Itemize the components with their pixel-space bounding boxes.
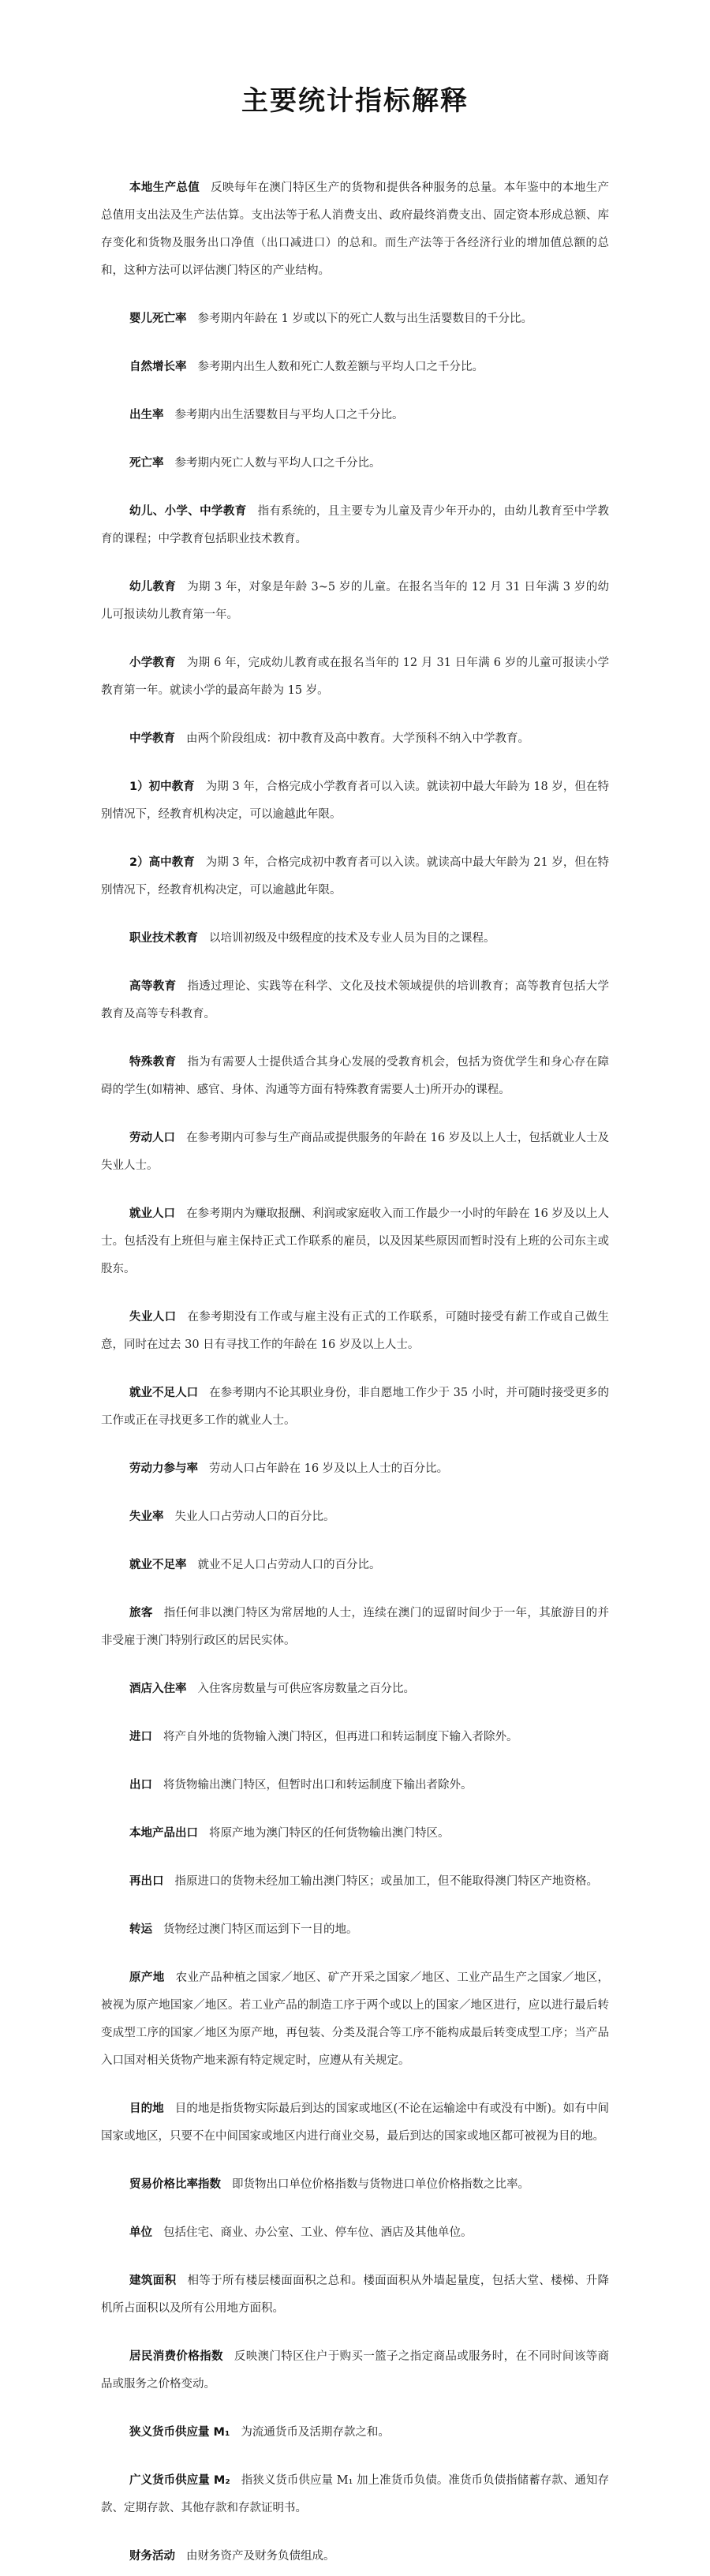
definition-entry — [101, 1964, 609, 2075]
definition-term: 进口 — [129, 1731, 152, 1743]
definition-entry — [101, 773, 609, 829]
definition-text: 劳动人口占年龄在 16 岁及以上人士的百分比。 — [209, 1462, 449, 1475]
definition-term: 失业人口 — [129, 1311, 177, 1324]
definition-entry — [101, 2219, 609, 2247]
definition-entry — [101, 574, 609, 629]
definition-term: 出口 — [129, 1779, 152, 1792]
definition-term: 劳动人口 — [129, 1132, 176, 1144]
definition-entry — [101, 1868, 609, 1896]
definition-text: 参考期内年龄在 1 岁或以下的死亡人数与出生活婴数目的千分比。 — [197, 313, 532, 325]
definition-term: 目的地 — [129, 2102, 164, 2115]
definition-term: 职业技术教育 — [129, 932, 198, 945]
definition-text: 反映每年在澳门特区生产的货物和提供各种服务的总量。本年鉴中的本地生产总值用支出法及生产法估算。支出法等于私人消费支出、政府最终消费支出、固定资本形成总额、库存变化和货物及服务出口净值（出口减进口）的总和。而生产法等于各经济行业的增加值总额的总和，这种方法可以评估澳门特区的产业结构。 — [101, 182, 609, 277]
definition-entry — [101, 1049, 609, 1104]
definition-text: 将原产地为澳门特区的任何货物输出澳门特区。 — [209, 1827, 450, 1840]
definition-entry — [101, 1724, 609, 1751]
definition-text: 失业人口占劳动人口的百分比。 — [174, 1511, 335, 1523]
definition-text: 将产自外地的货物输入澳门特区，但再进口和转运制度下输入者除外。 — [163, 1731, 518, 1743]
definition-entry — [101, 354, 609, 381]
definition-text: 参考期内出生活婴数目与平均人口之千分比。 — [174, 409, 404, 421]
definition-text: 指有系统的，且主要专为儿童及青少年开办的，由幼儿教育至中学教育的课程；中学教育包括职业技术教育。 — [101, 505, 610, 545]
definition-entry — [101, 1380, 609, 1435]
definition-text: 为期 3 年，合格完成小学教育者可以入读。就读初中最大年龄为 18 岁，但在特别情况下，经教育机构决定，可以逾越此年限。 — [101, 781, 609, 821]
definition-text: 为期 6 年，完成幼儿教育或在报名当年的 12 月 31 日年满 6 岁的儿童可报读小学教育第一年。就读小学的最高年龄为 15 岁。 — [101, 657, 609, 697]
definition-term: 就业不足率 — [129, 1559, 187, 1571]
definition-text: 由两个阶段组成：初中教育及高中教育。大学预科不纳入中学教育。 — [186, 732, 529, 745]
definition-term: 再出口 — [129, 1875, 164, 1888]
definition-term: 本地产品出口 — [129, 1827, 198, 1840]
definition-entry — [101, 1600, 609, 1655]
definition-text: 参考期内出生人数和死亡人数差额与平均人口之千分比。 — [197, 361, 484, 373]
definition-entry — [101, 925, 609, 953]
definitions-list — [101, 174, 609, 2570]
definition-entry — [101, 2267, 609, 2323]
definition-term: 婴儿死亡率 — [129, 313, 187, 325]
definition-text: 就业不足人口占劳动人口的百分比。 — [197, 1559, 381, 1571]
definition-term: 旅客 — [129, 1607, 153, 1619]
definition-entry — [101, 1676, 609, 1703]
definition-entry — [101, 2343, 609, 2398]
definition-entry — [101, 1503, 609, 1531]
definition-text: 将货物输出澳门特区，但暂时出口和转运制度下输出者除外。 — [163, 1779, 473, 1792]
definition-text: 在参考期内为赚取报酬、利润或家庭收入而工作最少一小时的年龄在 16 岁及以上人士。包括没有上班但与雇主保持正式工作联系的雇员，以及因某些原因而暂时没有上班的公司东主或股东。 — [101, 1208, 610, 1275]
definition-text: 在参考期内可参与生产商品或提供服务的年龄在 16 岁及以上人士，包括就业人士及失业人士。 — [101, 1132, 610, 1172]
definition-text: 在参考期内不论其职业身份，非自愿地工作少于 35 小时，并可随时接受更多的工作或正在寻找更多工作的就业人士。 — [101, 1387, 609, 1427]
definition-term: 贸易价格比率指数 — [129, 2178, 221, 2191]
definition-entry — [101, 2095, 609, 2151]
definition-entry — [101, 450, 609, 477]
definition-term: 小学教育 — [129, 657, 176, 669]
definition-term: 广义货币供应量 M₂ — [129, 2474, 230, 2487]
definition-term: 就业人口 — [129, 1208, 176, 1220]
definition-text: 农业产品种植之国家／地区、矿产开采之国家／地区、工业产品生产之国家／地区，被视为原产地国家／地区。若工业产品的制造工序于两个或以上的国家／地区进行，应以进行最后转变成型工序的国家／地区为原产地，再包装、分类及混合等工序不能构成最后转变成型工序；当产品入口国对相关货物产地来源有特定规定时，应遵从有关规定。 — [101, 1971, 609, 2067]
definition-text: 指为有需要人士提供适合其身心发展的受教育机会，包括为资优学生和身心存在障碍的学生(如精神、感官、身体、沟通等方面有特殊教育需要人士)所开办的课程。 — [101, 1056, 609, 1096]
definition-entry — [101, 1820, 609, 1848]
definition-entry — [101, 1772, 609, 1799]
definition-text: 货物经过澳门特区而运到下一目的地。 — [163, 1923, 358, 1936]
definition-entry — [101, 174, 609, 285]
definition-term: 出生率 — [129, 409, 164, 421]
definition-term: 自然增长率 — [129, 361, 187, 373]
definition-entry — [101, 305, 609, 333]
definition-term: 建筑面积 — [129, 2275, 177, 2287]
definition-text: 相等于所有楼层楼面面积之总和。楼面面积从外墙起量度，包括大堂、楼梯、升降机所占面积以及所有公用地方面积。 — [101, 2275, 609, 2315]
definition-entry — [101, 725, 609, 753]
definition-entry — [101, 1200, 609, 1283]
definition-text: 目的地是指货物实际最后到达的国家或地区(不论在运输途中有或没有中断)。如有中间国家或地区，只要不在中间国家或地区内进行商业交易，最后到达的国家或地区都可被视为目的地。 — [101, 2102, 610, 2143]
definition-term: 高等教育 — [129, 980, 177, 993]
definition-text: 指任何非以澳门特区为常居地的人士，连续在澳门的逗留时间少于一年，其旅游目的并非受雇于澳门特别行政区的居民实体。 — [101, 1607, 609, 1647]
definition-entry — [101, 402, 609, 429]
definition-entry — [101, 1125, 609, 1180]
definition-term: 2）高中教育 — [129, 856, 195, 869]
definition-term: 死亡率 — [129, 457, 164, 470]
definition-term: 原产地 — [129, 1971, 165, 1984]
definition-text: 指原进口的货物未经加工输出澳门特区；或虽加工，但不能取得澳门特区产地资格。 — [174, 1875, 598, 1888]
definition-text: 为期 3 年，对象是年龄 3~5 岁的儿童。在报名当年的 12 月 31 日年满 3 岁的幼儿可报读幼儿教育第一年。 — [101, 581, 609, 621]
definition-term: 狭义货币供应量 M₁ — [129, 2426, 230, 2439]
definition-text: 指透过理论、实践等在科学、文化及技术领域提供的培训教育；高等教育包括大学教育及高等专科教育。 — [101, 980, 609, 1020]
definition-term: 特殊教育 — [129, 1056, 177, 1069]
definition-term: 转运 — [129, 1923, 152, 1936]
definition-entry — [101, 2419, 609, 2447]
definition-term: 财务活动 — [129, 2550, 175, 2563]
definition-term: 幼儿教育 — [129, 581, 177, 593]
definition-text: 由财务资产及财务负债组成。 — [186, 2550, 335, 2563]
definition-term: 幼儿、小学、中学教育 — [129, 505, 247, 518]
definition-term: 居民消费价格指数 — [129, 2350, 223, 2363]
definition-entry — [101, 1304, 609, 1359]
definition-text: 在参考期没有工作或与雇主没有正式的工作联系，可随时接受有薪工作或自己做生意，同时在过去 30 日有寻找工作的年龄在 16 岁及以上人士。 — [101, 1311, 609, 1351]
definition-term: 失业率 — [129, 1511, 164, 1523]
definition-text: 入住客房数量与可供应客房数量之百分比。 — [197, 1683, 415, 1695]
definition-term: 酒店入住率 — [129, 1683, 187, 1695]
definition-text: 指狭义货币供应量 M₁ 加上准货币负债。准货币负债指储蓄存款、通知存款、定期存款、其他存款和存款证明书。 — [101, 2474, 609, 2514]
definition-entry — [101, 1552, 609, 1579]
definition-entry — [101, 2171, 609, 2199]
definition-entry — [101, 2467, 609, 2522]
definition-term: 劳动力参与率 — [129, 1462, 198, 1475]
definition-term: 1）初中教育 — [129, 781, 195, 793]
definition-entry — [101, 498, 609, 553]
definition-entry — [101, 650, 609, 705]
definition-term: 本地生产总值 — [129, 182, 200, 194]
definition-text: 反映澳门特区住户于购买一篮子之指定商品或服务时，在不同时间该等商品或服务之价格变动。 — [101, 2350, 610, 2391]
page-title: 主要统计指标解释 — [241, 85, 469, 117]
definition-entry — [101, 973, 609, 1028]
definition-entry — [101, 2543, 609, 2570]
definition-term: 单位 — [129, 2226, 152, 2239]
definition-entry — [101, 849, 609, 904]
definition-text: 以培训初级及中级程度的技术及专业人员为目的之课程。 — [209, 932, 495, 945]
definition-term: 中学教育 — [129, 732, 175, 745]
definition-text: 为流通货币及活期存款之和。 — [241, 2426, 390, 2439]
definition-entry — [101, 1916, 609, 1944]
definition-text: 即货物出口单位价格指数与货物进口单位价格指数之比率。 — [232, 2178, 529, 2191]
definition-term: 就业不足人口 — [129, 1387, 199, 1399]
definition-text: 为期 3 年，合格完成初中教育者可以入读。就读高中最大年龄为 21 岁，但在特别情况下，经教育机构决定，可以逾越此年限。 — [101, 856, 609, 897]
definition-text: 参考期内死亡人数与平均人口之千分比。 — [174, 457, 381, 470]
definition-entry — [101, 1455, 609, 1483]
definition-text: 包括住宅、商业、办公室、工业、停车位、酒店及其他单位。 — [163, 2226, 473, 2239]
